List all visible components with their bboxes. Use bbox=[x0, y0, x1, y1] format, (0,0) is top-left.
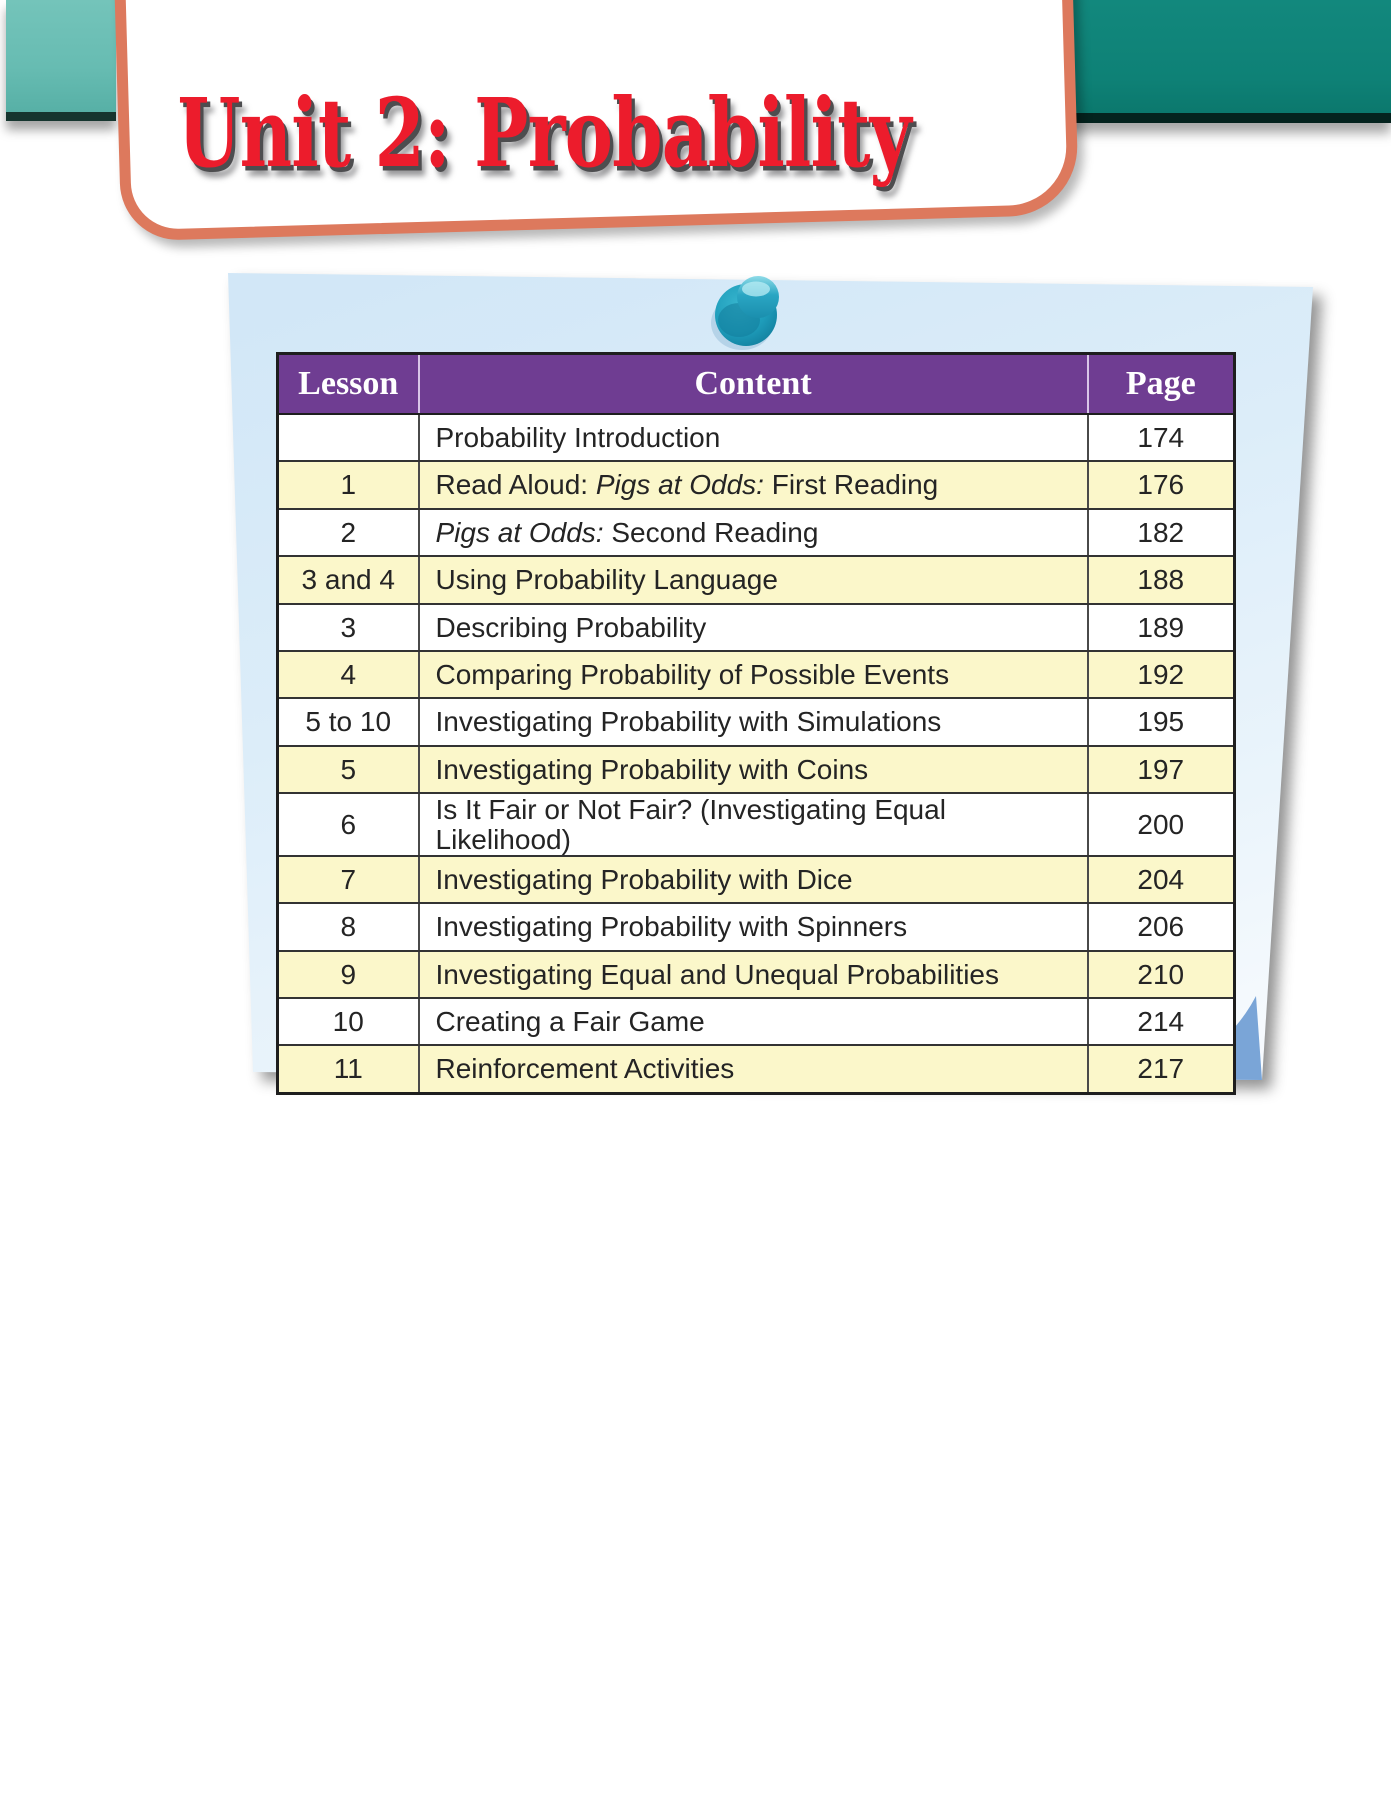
contents-table bbox=[276, 352, 1236, 1095]
page-cell: 174 bbox=[1088, 414, 1235, 461]
table-row bbox=[278, 604, 1235, 651]
page-cell: 204 bbox=[1088, 856, 1235, 903]
lesson-cell: 6 bbox=[278, 793, 419, 856]
page-cell: 217 bbox=[1088, 1045, 1235, 1093]
page-cell: 214 bbox=[1088, 998, 1235, 1045]
table-row bbox=[278, 903, 1235, 950]
lesson-cell: 3 and 4 bbox=[278, 556, 419, 603]
content-cell: Read Aloud: Pigs at Odds: First Reading bbox=[419, 461, 1088, 508]
content-cell: Investigating Probability with Coins bbox=[419, 746, 1088, 793]
page-cell: 176 bbox=[1088, 461, 1235, 508]
page-cell: 182 bbox=[1088, 509, 1235, 556]
table-row bbox=[278, 856, 1235, 903]
lesson-cell: 10 bbox=[278, 998, 419, 1045]
content-cell: Reinforcement Activities bbox=[419, 1045, 1088, 1093]
table-row bbox=[278, 793, 1235, 856]
column-header-page: Page bbox=[1088, 354, 1235, 415]
content-cell: Investigating Probability with Simulations bbox=[419, 698, 1088, 745]
lesson-cell: 2 bbox=[278, 509, 419, 556]
page-cell: 197 bbox=[1088, 746, 1235, 793]
lesson-cell bbox=[278, 414, 419, 461]
pushpin-icon bbox=[706, 274, 786, 359]
table-row bbox=[278, 556, 1235, 603]
page-cell: 206 bbox=[1088, 903, 1235, 950]
content-cell: Pigs at Odds: Second Reading bbox=[419, 509, 1088, 556]
lesson-cell: 5 bbox=[278, 746, 419, 793]
table-row bbox=[278, 461, 1235, 508]
lesson-cell: 9 bbox=[278, 951, 419, 998]
content-cell: Probability Introduction bbox=[419, 414, 1088, 461]
lesson-cell: 7 bbox=[278, 856, 419, 903]
page-cell: 189 bbox=[1088, 604, 1235, 651]
unit-title-card bbox=[113, 0, 1079, 241]
table-row bbox=[278, 414, 1235, 461]
page-cell: 200 bbox=[1088, 793, 1235, 856]
unit-title: Unit 2: Probability bbox=[177, 76, 911, 189]
lesson-cell: 8 bbox=[278, 903, 419, 950]
lesson-cell: 4 bbox=[278, 651, 419, 698]
page-cell: 192 bbox=[1088, 651, 1235, 698]
table-row bbox=[278, 998, 1235, 1045]
lesson-cell: 11 bbox=[278, 1045, 419, 1093]
banner-teal-right-block bbox=[1062, 0, 1391, 123]
content-cell: Investigating Equal and Unequal Probabilities bbox=[419, 951, 1088, 998]
table-row bbox=[278, 698, 1235, 745]
lesson-cell: 3 bbox=[278, 604, 419, 651]
content-cell: Comparing Probability of Possible Events bbox=[419, 651, 1088, 698]
column-header-content: Content bbox=[419, 354, 1088, 415]
content-cell: Investigating Probability with Dice bbox=[419, 856, 1088, 903]
table-row bbox=[278, 951, 1235, 998]
column-header-lesson: Lesson bbox=[278, 354, 419, 415]
content-cell: Is It Fair or Not Fair? (Investigating Equal Likelihood) bbox=[419, 793, 1088, 856]
lesson-cell: 5 to 10 bbox=[278, 698, 419, 745]
content-cell: Using Probability Language bbox=[419, 556, 1088, 603]
table-row bbox=[278, 1045, 1235, 1093]
page-cell: 210 bbox=[1088, 951, 1235, 998]
content-cell: Describing Probability bbox=[419, 604, 1088, 651]
table-row bbox=[278, 746, 1235, 793]
table-row bbox=[278, 651, 1235, 698]
page-cell: 188 bbox=[1088, 556, 1235, 603]
table-header-row bbox=[278, 354, 1235, 415]
content-cell: Creating a Fair Game bbox=[419, 998, 1088, 1045]
banner-teal-left-block bbox=[6, 0, 116, 121]
lesson-cell: 1 bbox=[278, 461, 419, 508]
table-row bbox=[278, 509, 1235, 556]
content-cell: Investigating Probability with Spinners bbox=[419, 903, 1088, 950]
page-cell: 195 bbox=[1088, 698, 1235, 745]
